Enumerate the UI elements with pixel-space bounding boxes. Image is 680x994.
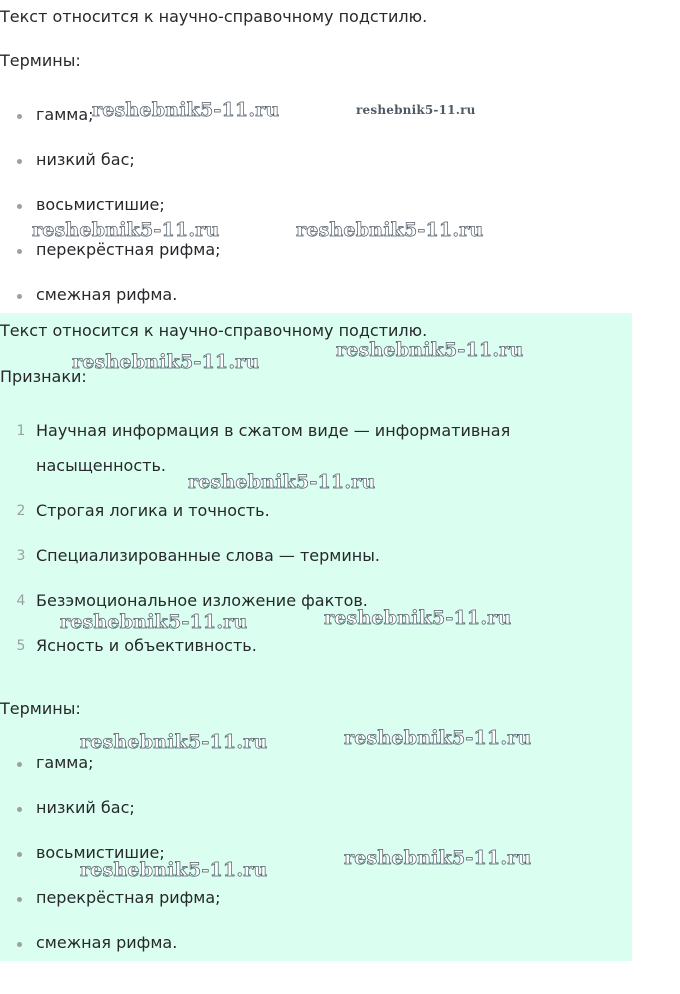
watermark: reshebnik5-11.ru bbox=[336, 339, 524, 361]
list-item: перекрёстная рифма; bbox=[36, 240, 221, 259]
watermark: reshebnik5-11.ru bbox=[188, 471, 376, 493]
list-item: гамма; bbox=[36, 753, 94, 772]
list-number: 2 bbox=[16, 503, 26, 519]
bullet-marker bbox=[17, 204, 22, 209]
bullet-marker bbox=[17, 159, 22, 164]
list-item: низкий бас; bbox=[36, 798, 135, 817]
intro-paragraph: Текст относится к научно-справочному подстилю. bbox=[0, 321, 428, 340]
watermark: reshebnik5-11.ru bbox=[72, 351, 260, 373]
bullet-marker bbox=[17, 897, 22, 902]
list-number: 3 bbox=[16, 548, 26, 564]
list-item: смежная рифма. bbox=[36, 285, 178, 304]
watermark: reshebnik5-11.ru bbox=[92, 99, 280, 121]
list-item: Строгая логика и точность. bbox=[36, 501, 270, 520]
list-item: Специализированные слова — термины. bbox=[36, 546, 380, 565]
features-label: Признаки: bbox=[0, 367, 87, 386]
list-item: гамма; bbox=[36, 105, 94, 124]
watermark: reshebnik5-11.ru bbox=[32, 219, 220, 241]
bullet-marker bbox=[17, 294, 22, 299]
list-item: смежная рифма. bbox=[36, 933, 178, 952]
terms-label: Термины: bbox=[0, 699, 81, 718]
list-number: 1 bbox=[16, 423, 26, 439]
bullet-marker bbox=[17, 114, 22, 119]
bullet-marker bbox=[17, 249, 22, 254]
watermark: reshebnik5-11.ru bbox=[356, 103, 476, 117]
list-item: низкий бас; bbox=[36, 150, 135, 169]
list-item: перекрёстная рифма; bbox=[36, 888, 221, 907]
terms-label: Термины: bbox=[0, 51, 81, 70]
bullet-marker bbox=[17, 807, 22, 812]
list-number: 4 bbox=[16, 593, 26, 609]
intro-paragraph: Текст относится к научно-справочному подстилю. bbox=[0, 7, 428, 26]
watermark: reshebnik5-11.ru bbox=[344, 847, 532, 869]
list-item: восьмистишие; bbox=[36, 195, 165, 214]
list-item: Научная информация в сжатом виде — информативная bbox=[36, 421, 511, 440]
watermark: reshebnik5-11.ru bbox=[80, 859, 268, 881]
bullet-marker bbox=[17, 942, 22, 947]
list-number: 5 bbox=[16, 638, 26, 654]
watermark: reshebnik5-11.ru bbox=[60, 611, 248, 633]
bullet-marker bbox=[17, 852, 22, 857]
list-item: Ясность и объективность. bbox=[36, 636, 257, 655]
watermark: reshebnik5-11.ru bbox=[296, 219, 484, 241]
watermark: reshebnik5-11.ru bbox=[344, 727, 532, 749]
list-item: Безэмоциональное изложение фактов. bbox=[36, 591, 368, 610]
list-item: восьмистишие; bbox=[36, 843, 165, 862]
watermark: reshebnik5-11.ru bbox=[324, 607, 512, 629]
list-item-continuation: насыщенность. bbox=[36, 456, 166, 475]
watermark: reshebnik5-11.ru bbox=[80, 731, 268, 753]
bullet-marker bbox=[17, 762, 22, 767]
